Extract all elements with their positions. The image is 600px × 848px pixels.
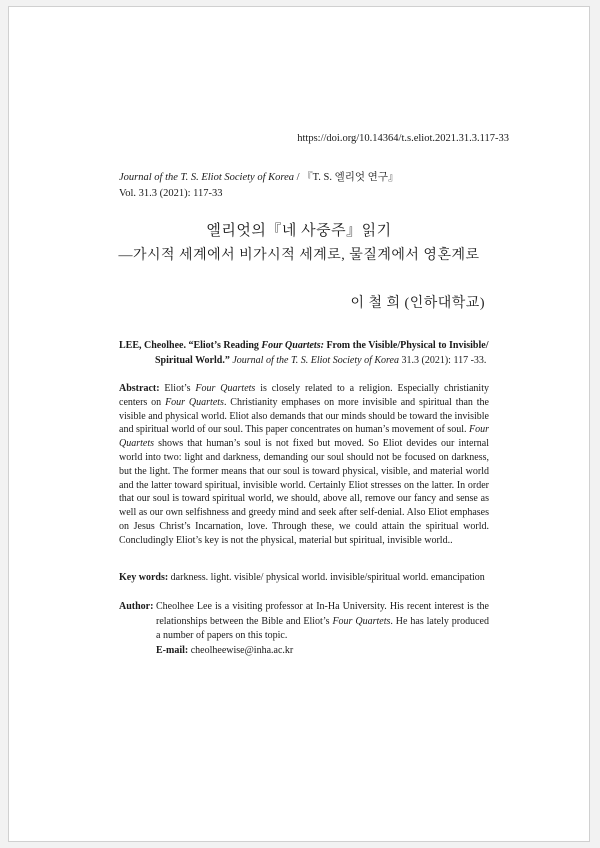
citation-rest: 31.3 (2021): 117 -33. — [399, 354, 487, 366]
citation-title-pre: “Eliot’s Reading — [185, 340, 262, 351]
author-bio-end: . He has lately produced a number of papers on this topic. — [156, 615, 490, 641]
abstract-italic: Four Quartets — [195, 383, 256, 394]
author-info — [119, 600, 489, 658]
author-bio-italic: Four Quartets — [332, 615, 391, 627]
author-info-label: Author: — [119, 601, 154, 612]
email-address[interactable]: cheolheewise@inha.ac.kr — [188, 644, 294, 656]
citation-title-line2: Spiritual World.” — [155, 354, 230, 366]
journal-name-ko: 『T. S. 엘리엇 연구』 — [302, 172, 399, 183]
abstract-text: . Christianity emphases on more invisible and spiritual than the visible and physical world. Eliot also demands that our minds should be toward the invisible and spiritual world of our soul. This paper concentrates on human’s movement of soul. — [119, 396, 490, 436]
citation-title-italic: Four Quartets: — [261, 340, 324, 351]
citation-title-post: From the Visible/Physical to Invisible/ — [323, 340, 489, 351]
abstract-text: Eliot’s — [159, 383, 196, 394]
abstract-italic: Four Quartets — [119, 424, 489, 450]
paper-page — [8, 6, 590, 842]
journal-name-en: Journal of the T. S. Eliot Society of Korea — [119, 172, 294, 183]
keywords — [119, 571, 489, 585]
citation-author: LEE, Cheolhee. — [119, 340, 186, 351]
citation-journal: Journal of the T. S. Eliot Society of Korea — [229, 354, 399, 366]
journal-separator: / — [293, 172, 303, 183]
abstract — [119, 382, 489, 548]
keywords-label: Key words: — [119, 572, 169, 583]
abstract-italic: Four Quartets — [165, 396, 224, 408]
abstract-text: is closely related to a religion. Especially christianity centers on — [119, 383, 489, 408]
journal-header — [119, 170, 398, 202]
author-affiliation: 이 철 희 (인하대학교) — [350, 296, 485, 311]
author-bio: Cheolhee Lee is a visiting professor at In-Ha University. His recent interest is the relationships between the Bible and Eliot’s — [156, 601, 489, 627]
paper-subtitle: —가시적 세계에서 비가시적 세계로, 물질계에서 영혼계로 — [118, 248, 480, 263]
abstract-label: Abstract: — [119, 383, 160, 394]
email-label: E-mail: — [156, 644, 189, 656]
paper-title: 엘리엇의『네 사중주』읽기 — [206, 223, 392, 239]
doi-link[interactable]: https://doi.org/10.14364/t.s.eliot.2021.31.3.117-33 — [297, 133, 509, 144]
citation — [119, 339, 489, 368]
journal-volume: Vol. 31.3 (2021): 117-33 — [119, 188, 223, 199]
keywords-text: darkness. light. visible/ physical world. invisible/spiritual world. emancipation — [168, 572, 485, 583]
abstract-text: shows that human’s soul is not fixed but moved. So Eliot devides our internal world into two: light and darkness, demanding our soul should not be focused on darkness, but the light. The former means that our soul is toward physical, visible, and material world and the latter toward spiritual, invisible world. Certainly Eliot stresses on the latter. In order that our soul is toward spiritual world, we should, above all, remove our fancy and sense as well as our own selfishness and greedy mind and seek after self-denial. Also Eliot emphases on Jesus Christ’s Incarnation, love. Through these, we could attain the spiritual world. Concludingly Eliot’s key is not the physical, material but spiritual, invisible world.. — [119, 438, 489, 546]
